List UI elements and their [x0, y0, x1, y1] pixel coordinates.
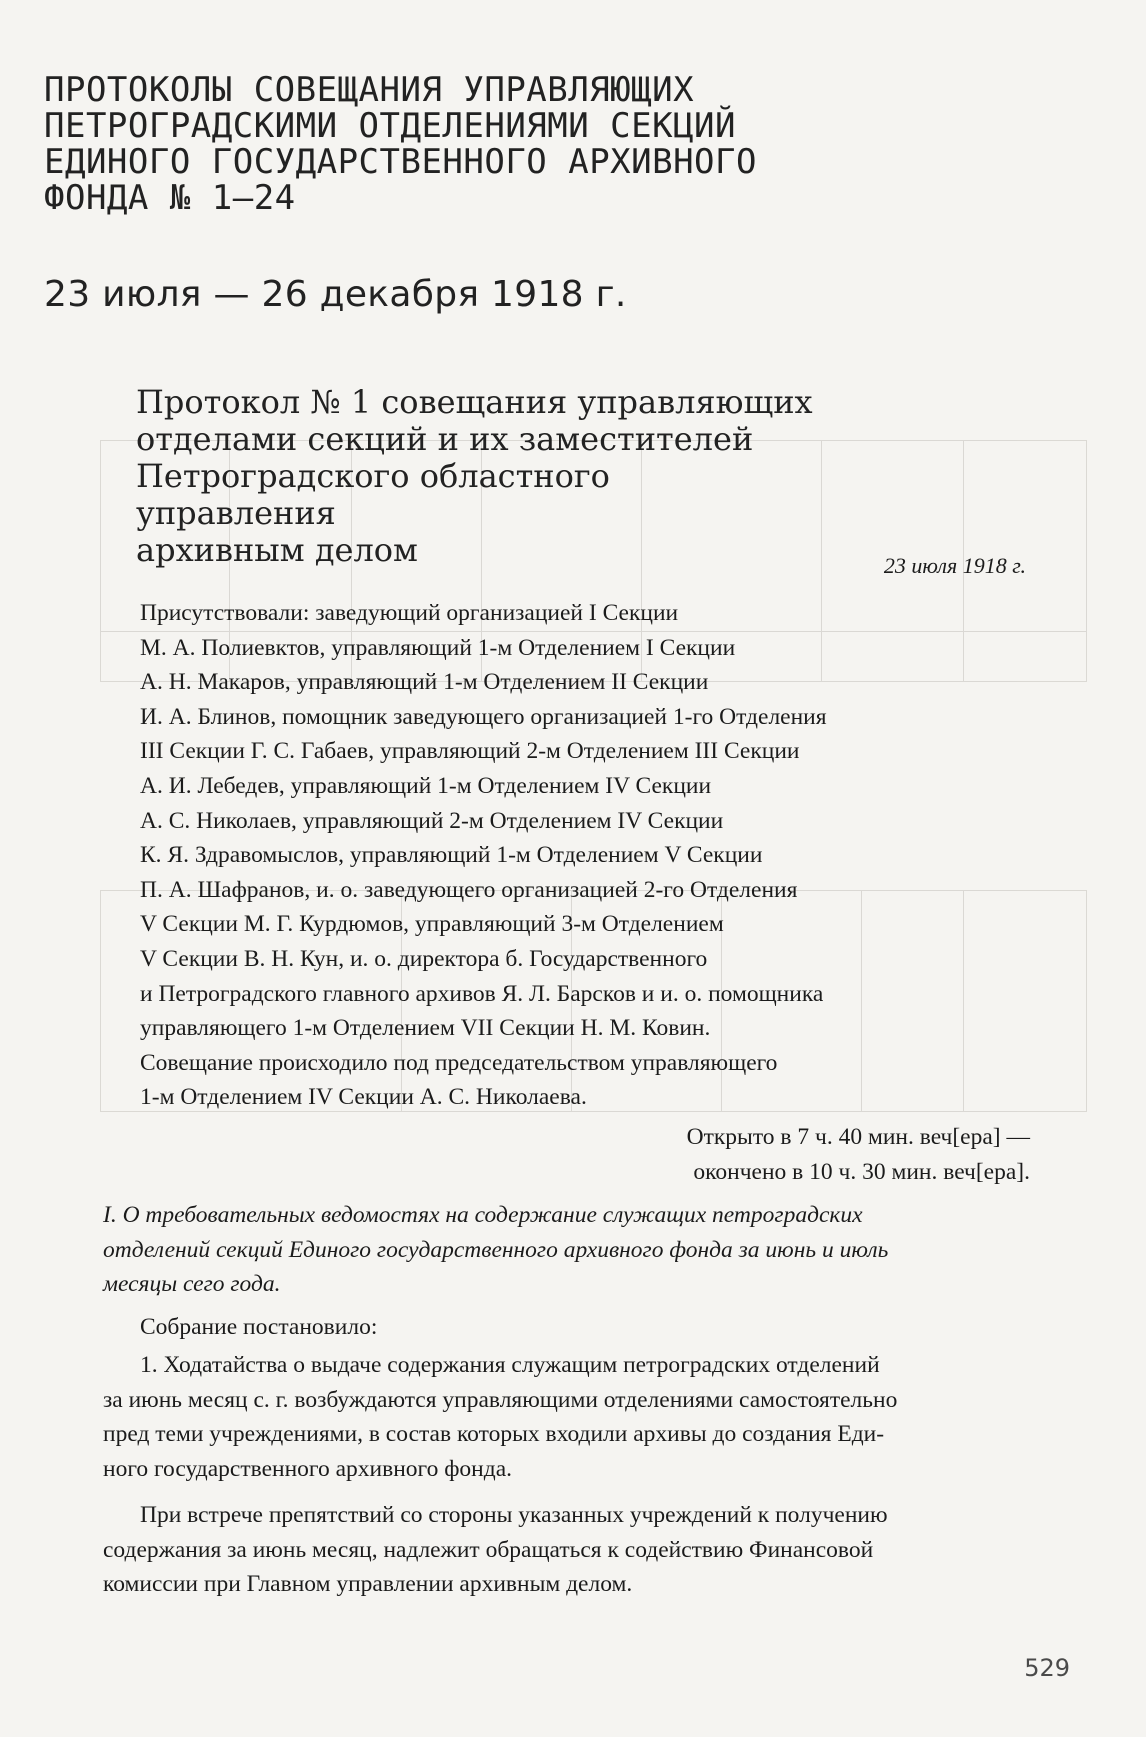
- date-range: 23 июля — 26 декабря 1918 г.: [44, 274, 627, 315]
- attendee-line: 1-м Отделением IV Секции А. С. Николаева.: [140, 1084, 587, 1111]
- attendee-line: М. А. Полиевктов, управляющий 1-м Отделением I Секции: [140, 634, 736, 661]
- resolution-line: за июнь месяц с. г. возбуждаются управляющими отделениями самостоятельно: [103, 1386, 898, 1413]
- attendee-line: А. И. Лебедев, управляющий 1-м Отделением IV Секции: [140, 772, 712, 799]
- attendee-line: А. Н. Макаров, управляющий 1-м Отделением II Секции: [140, 669, 709, 696]
- attendees-list: [140, 596, 1020, 1115]
- resolution-note-line: комиссии при Главном управлении архивным делом.: [103, 1571, 633, 1598]
- main-title-line: ФОНДА № 1–24: [44, 178, 296, 218]
- resolution-line: 1. Ходатайства о выдаче содержания служащим петроградских отделений: [140, 1352, 880, 1378]
- resolution-line: пред теми учреждениями, в состав которых входили архивы до создания Еди-: [103, 1421, 885, 1448]
- timing-line: окончено в 10 ч. 30 мин. веч[ера].: [693, 1158, 1030, 1185]
- resolution-note: [103, 1498, 1039, 1602]
- attendee-line: Присутствовали: заведующий организацией I Секции: [140, 600, 679, 626]
- section-heading-line: месяцы сего года.: [103, 1271, 281, 1298]
- timing-line: Открыто в 7 ч. 40 мин. веч[ера] —: [686, 1124, 1030, 1150]
- main-title-line: ЕДИНОГО ГОСУДАРСТВЕННОГО АРХИВНОГО: [44, 142, 757, 182]
- protocol-title-line: Протокол № 1 совещания управляющих: [136, 383, 813, 421]
- section-heading-line: отделений секций Единого государственного архивного фонда за июнь и июль: [103, 1236, 889, 1263]
- attendee-line: управляющего 1-м Отделением VII Секции Н. М. Ковин.: [140, 1015, 711, 1042]
- attendee-line: К. Я. Здравомыслов, управляющий 1-м Отделением V Секции: [140, 842, 763, 869]
- resolution-note-line: содержания за июнь месяц, надлежит обращаться к содействию Финансовой: [103, 1536, 874, 1563]
- main-title-line: ПРОТОКОЛЫ СОВЕЩАНИЯ УПРАВЛЯЮЩИХ: [44, 70, 695, 110]
- protocol-title: [136, 384, 816, 569]
- protocol-title-line: Петроградского областного управления: [136, 457, 610, 532]
- main-title-line: ПЕТРОГРАДСКИМИ ОТДЕЛЕНИЯМИ СЕКЦИЙ: [44, 106, 737, 146]
- protocol-title-line: архивным делом: [136, 531, 418, 569]
- protocol-title-line: отделами секций и их заместителей: [136, 420, 754, 458]
- attendee-line: V Секции В. Н. Кун, и. о. директора б. Государственного: [140, 945, 708, 972]
- attendee-line: Совещание происходило под председательством управляющего: [140, 1049, 778, 1076]
- attendee-line: П. А. Шафранов, и. о. заведующего организацией 2-го Отделения: [140, 876, 798, 903]
- page-number: 529: [1024, 1654, 1070, 1682]
- meeting-timing: [687, 1120, 1030, 1189]
- main-title: [44, 72, 964, 216]
- resolution-intro: [103, 1310, 1039, 1345]
- resolution-note-line: При встрече препятствий со стороны указанных учреждений к получению: [140, 1502, 888, 1528]
- attendee-line: и Петроградского главного архивов Я. Л. Барсков и и. о. помощника: [140, 980, 824, 1007]
- attendee-line: V Секции М. Г. Курдюмов, управляющий 3-м Отделением: [140, 911, 724, 938]
- protocol-date: 23 июля 1918 г.: [883, 553, 1026, 578]
- attendee-line: III Секции Г. С. Габаев, управляющий 2-м Отделением III Секции: [140, 738, 800, 765]
- attendee-line: А. С. Николаев, управляющий 2-м Отделением IV Секции: [140, 807, 724, 834]
- section-heading: [103, 1198, 1039, 1302]
- resolution-item-1: [103, 1348, 1039, 1486]
- attendee-line: И. А. Блинов, помощник заведующего организацией 1-го Отделения: [140, 703, 827, 730]
- resolution-intro-line: Собрание постановило:: [140, 1314, 378, 1340]
- resolution-line: ного государственного архивного фонда.: [103, 1455, 513, 1482]
- section-heading-line: I. О требовательных ведомостях на содержание служащих петроградских: [103, 1202, 863, 1228]
